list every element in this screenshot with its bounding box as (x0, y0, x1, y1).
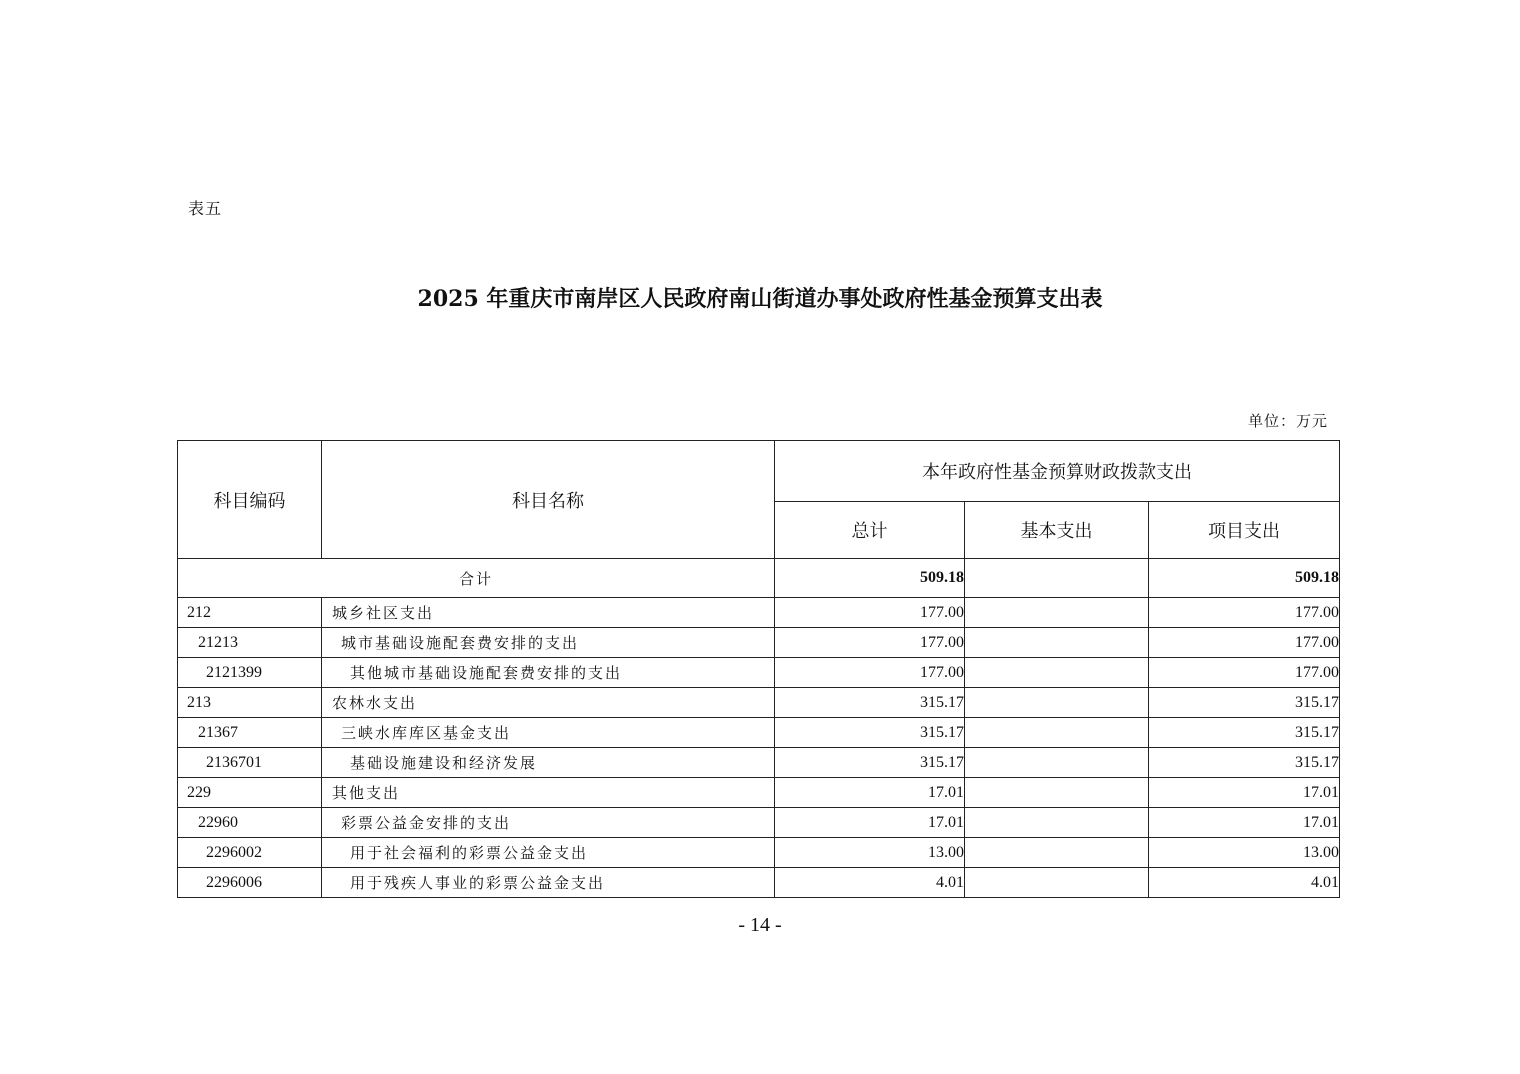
row-project: 13.00 (1149, 838, 1340, 868)
row-code: 213 (178, 688, 322, 718)
table-row (178, 598, 1340, 628)
page-title: 2025 年重庆市南岸区人民政府南山街道办事处政府性基金预算支出表 (417, 286, 1103, 312)
table-row (178, 808, 1340, 838)
table-row (178, 688, 1340, 718)
total-basic (965, 559, 1149, 598)
row-basic (965, 718, 1149, 748)
row-basic (965, 868, 1149, 898)
total-row (178, 559, 1340, 598)
table-row (178, 718, 1340, 748)
row-name: 城乡社区支出 (322, 598, 775, 628)
row-code: 22960 (178, 808, 322, 838)
row-total: 4.01 (775, 868, 965, 898)
row-code: 2121399 (178, 658, 322, 688)
unit-label: 单位：万元 (1247, 412, 1328, 430)
header-project: 项目支出 (1149, 502, 1340, 559)
table-number-label: 表五 (188, 199, 223, 218)
row-name: 其他支出 (322, 778, 775, 808)
row-basic (965, 838, 1149, 868)
row-basic (965, 808, 1149, 838)
table-row (178, 778, 1340, 808)
table-row (178, 748, 1340, 778)
header-basic: 基本支出 (965, 502, 1149, 559)
row-basic (965, 748, 1149, 778)
row-basic (965, 598, 1149, 628)
row-project: 315.17 (1149, 718, 1340, 748)
row-name: 农林水支出 (322, 688, 775, 718)
header-row-1 (178, 441, 1340, 502)
row-code: 212 (178, 598, 322, 628)
table-row (178, 838, 1340, 868)
row-code: 229 (178, 778, 322, 808)
row-total: 315.17 (775, 748, 965, 778)
row-total: 315.17 (775, 688, 965, 718)
table-row (178, 868, 1340, 898)
row-name: 彩票公益金安排的支出 (322, 808, 775, 838)
row-total: 17.01 (775, 808, 965, 838)
row-project: 17.01 (1149, 778, 1340, 808)
total-label: 合计 (178, 559, 775, 598)
row-project: 17.01 (1149, 808, 1340, 838)
row-total: 17.01 (775, 778, 965, 808)
row-name: 三峡水库库区基金支出 (322, 718, 775, 748)
row-project: 315.17 (1149, 748, 1340, 778)
row-total: 13.00 (775, 838, 965, 868)
row-code: 21213 (178, 628, 322, 658)
row-name: 用于社会福利的彩票公益金支出 (322, 838, 775, 868)
row-name: 用于残疾人事业的彩票公益金支出 (322, 868, 775, 898)
budget-table (177, 440, 1340, 898)
total-amount: 509.18 (775, 559, 965, 598)
row-code: 2296002 (178, 838, 322, 868)
row-code: 2296006 (178, 868, 322, 898)
header-group: 本年政府性基金预算财政拨款支出 (775, 441, 1340, 502)
header-code: 科目编码 (178, 441, 322, 559)
page-number: - 14 - (738, 914, 782, 936)
row-code: 21367 (178, 718, 322, 748)
row-basic (965, 778, 1149, 808)
table-row (178, 658, 1340, 688)
row-project: 315.17 (1149, 688, 1340, 718)
row-name: 基础设施建设和经济发展 (322, 748, 775, 778)
row-total: 177.00 (775, 658, 965, 688)
row-project: 4.01 (1149, 868, 1340, 898)
row-name: 城市基础设施配套费安排的支出 (322, 628, 775, 658)
row-total: 315.17 (775, 718, 965, 748)
total-project: 509.18 (1149, 559, 1340, 598)
row-project: 177.00 (1149, 598, 1340, 628)
table-row (178, 628, 1340, 658)
row-project: 177.00 (1149, 628, 1340, 658)
row-basic (965, 688, 1149, 718)
row-name: 其他城市基础设施配套费安排的支出 (322, 658, 775, 688)
header-total: 总计 (775, 502, 965, 559)
row-project: 177.00 (1149, 658, 1340, 688)
row-code: 2136701 (178, 748, 322, 778)
row-basic (965, 628, 1149, 658)
row-total: 177.00 (775, 598, 965, 628)
row-basic (965, 658, 1149, 688)
header-name: 科目名称 (322, 441, 775, 559)
row-total: 177.00 (775, 628, 965, 658)
